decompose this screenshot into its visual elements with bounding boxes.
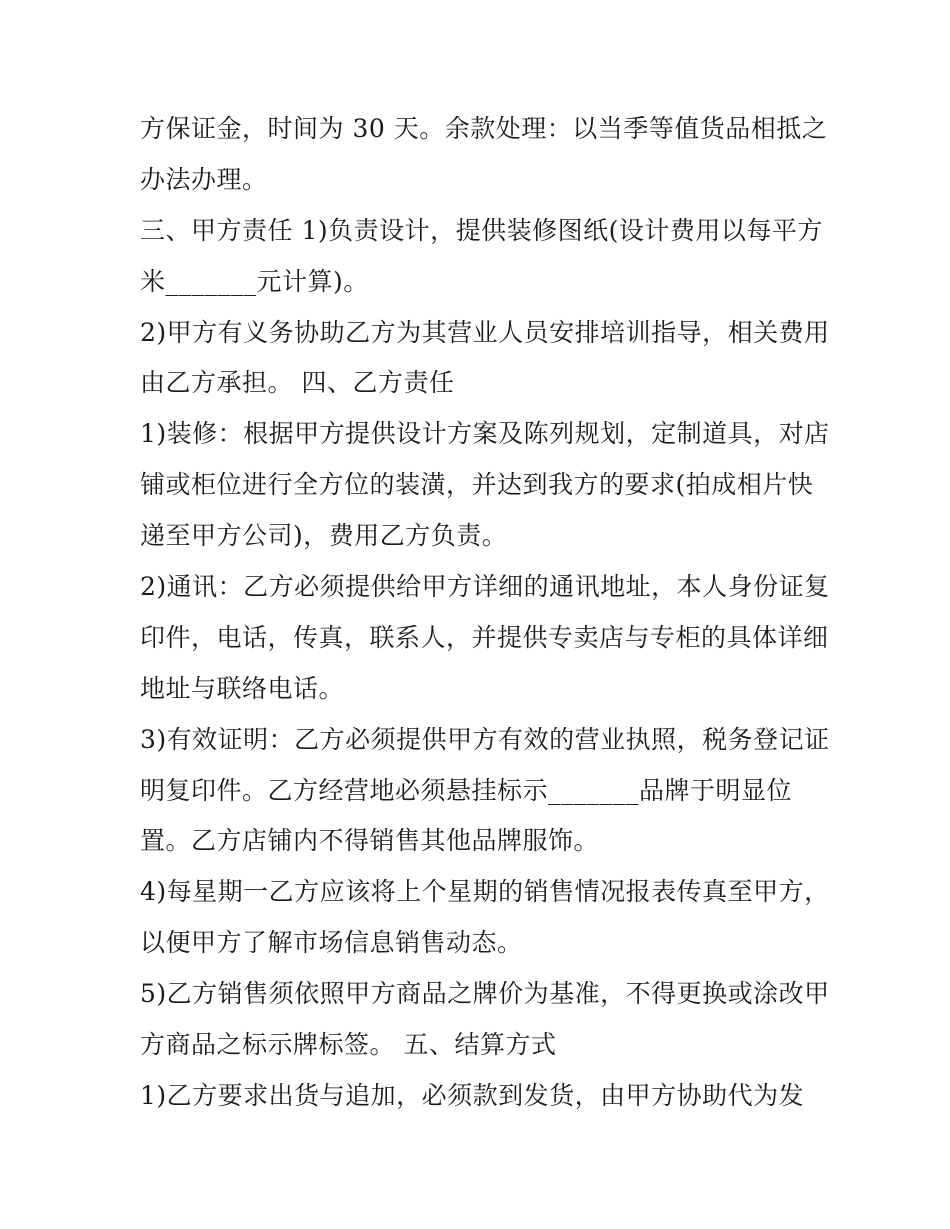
text-line: 置。乙方店铺内不得销售其他品牌服饰。 <box>140 826 600 856</box>
text-line: 米_______元计算)。 <box>140 266 369 296</box>
text-line: 1)装修：根据甲方提供设计方案及陈列规划，定制道具，对店 <box>140 419 830 449</box>
text-line: 2)甲方有义务协助乙方为其营业人员安排培训指导，相关费用 <box>140 317 830 347</box>
text-line: 方保证金，时间为 30 天。余款处理：以当季等值货品相抵之 <box>140 114 828 143</box>
text-line: 1)乙方要求出货与追加，必须款到发货，由甲方协助代为发 <box>140 1080 805 1110</box>
text-line: 明复印件。乙方经营地必须悬挂标示_______品牌于明显位 <box>140 775 793 805</box>
text-line: 5)乙方销售须依照甲方商品之牌价为基准，不得更换或涂改甲 <box>140 979 830 1009</box>
contract-text <box>140 104 830 1122</box>
text-line: 方商品之标示牌标签。 五、结算方式 <box>140 1030 557 1060</box>
text-line: 以便甲方了解市场信息销售动态。 <box>140 928 523 958</box>
text-line: 铺或柜位进行全方位的装潢，并达到我方的要求(拍成相片快 <box>140 470 814 500</box>
text-line: 印件，电话，传真，联系人，并提供专卖店与专柜的具体详细 <box>140 622 829 652</box>
text-line: 由乙方承担。 四、乙方责任 <box>140 368 455 398</box>
text-line: 办法办理。 <box>140 164 268 194</box>
text-line: 2)通讯：乙方必须提供给甲方详细的通讯地址，本人身份证复 <box>140 572 830 602</box>
text-line: 3)有效证明：乙方必须提供甲方有效的营业执照，税务登记证 <box>140 724 830 754</box>
text-line: 递至甲方公司)，费用乙方负责。 <box>140 521 508 551</box>
text-line: 三、甲方责任 1)负责设计，提供装修图纸(设计费用以每平方 <box>140 215 823 245</box>
text-line: 4)每星期一乙方应该将上个星期的销售情况报表传真至甲方， <box>140 877 830 907</box>
text-line: 地址与联络电话。 <box>140 673 345 703</box>
